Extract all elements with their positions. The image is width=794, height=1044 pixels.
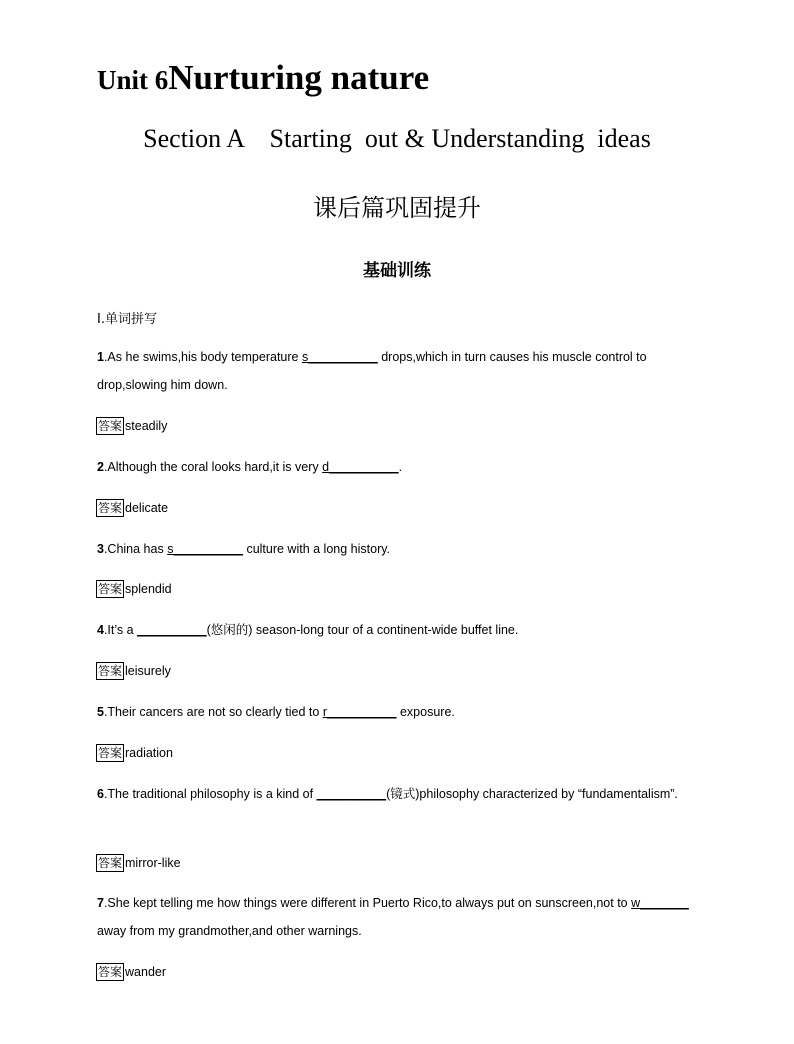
question-text: .As he swims,his body temperature — [103, 350, 302, 364]
question-text: (悠闲的) season-long tour of a continent-wide buffet line. — [206, 623, 519, 637]
answer-text: mirror-like — [125, 856, 181, 870]
answer-text: radiation — [125, 746, 173, 760]
question-text: culture with a long history. — [242, 542, 391, 556]
question-number: 2 — [97, 460, 104, 474]
answer-text: wander — [125, 965, 167, 979]
answer-text: steadily — [125, 419, 168, 433]
section-title: Section A Starting out & Understanding ideas — [143, 124, 651, 153]
answer-line — [96, 744, 173, 762]
page-heading: 课后篇巩固提升 — [313, 194, 481, 222]
answer-tag: 答案 — [98, 419, 123, 433]
question-item — [97, 343, 707, 399]
answer-tag: 答案 — [98, 501, 123, 515]
question-blank: r__________ — [322, 705, 397, 719]
question-item — [97, 453, 707, 481]
question-blank: __________ — [137, 623, 207, 637]
question-text: away from my grandmother,and other warnings. — [97, 924, 362, 938]
question-blank: __________ — [316, 787, 387, 801]
unit-title — [97, 58, 429, 98]
question-blank: w_______ — [631, 896, 689, 910]
answer-line — [96, 963, 166, 981]
unit-name: Nurturing nature — [168, 58, 430, 97]
question-number: 6 — [97, 787, 104, 801]
answer-text: splendid — [125, 582, 172, 596]
question-item — [97, 535, 707, 563]
question-text: .Their cancers are not so clearly tied to — [103, 705, 323, 719]
answer-line — [96, 854, 181, 872]
question-item — [97, 889, 707, 945]
question-text: .She kept telling me how things were different in Puerto Rico,to always put on sunscreen,not to — [103, 896, 632, 910]
question-text: exposure. — [396, 705, 455, 719]
question-item — [97, 698, 707, 726]
question-number: 1 — [97, 350, 104, 364]
answer-tag: 答案 — [98, 965, 123, 979]
question-number: 7 — [97, 896, 104, 910]
question-item — [97, 616, 707, 644]
answer-tag: 答案 — [98, 856, 123, 870]
answer-text: leisurely — [125, 664, 171, 678]
answer-line — [96, 580, 172, 598]
answer-line — [96, 499, 168, 517]
question-blank: d__________ — [322, 460, 399, 474]
answer-text: delicate — [125, 501, 169, 515]
question-number: 5 — [97, 705, 104, 719]
question-text: .Although the coral looks hard,it is very — [103, 460, 323, 474]
answer-tag: 答案 — [98, 582, 123, 596]
question-item — [97, 780, 707, 808]
answer-line — [96, 662, 171, 680]
question-number: 3 — [97, 542, 104, 556]
question-text: .The traditional philosophy is a kind of — [103, 787, 317, 801]
question-text: .China has — [103, 542, 168, 556]
question-text: .It’s a — [103, 623, 138, 637]
question-blank: s__________ — [167, 542, 243, 556]
unit-number: Unit 6 — [97, 65, 169, 95]
part-title: Ⅰ.单词拼写 — [97, 312, 157, 327]
question-blank: s__________ — [301, 350, 378, 364]
question-text: drops,which in turn causes his muscle control to drop,slowing him down. — [97, 350, 647, 392]
question-number: 4 — [97, 623, 104, 637]
question-text: . — [398, 460, 403, 474]
answer-line — [96, 417, 167, 435]
sub-heading: 基础训练 — [363, 261, 431, 281]
answer-tag: 答案 — [98, 746, 123, 760]
answer-tag: 答案 — [98, 664, 123, 678]
question-text: (镜式)philosophy characterized by “fundamentalism”. — [386, 787, 678, 801]
